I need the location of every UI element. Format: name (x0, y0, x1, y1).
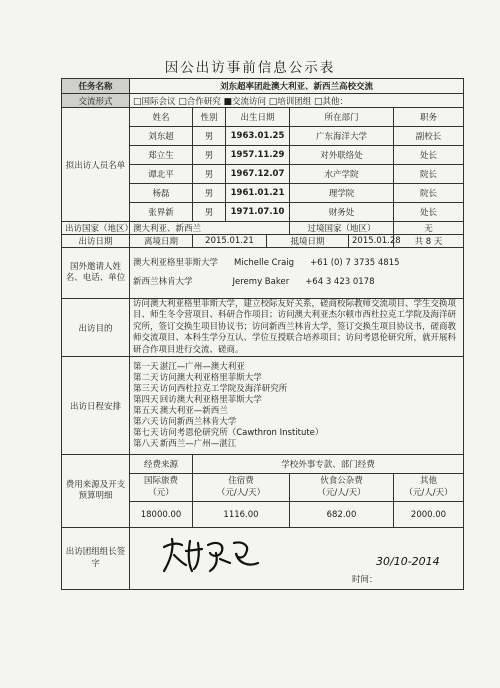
dates-label: 出访日期 (62, 235, 130, 248)
member-title: 院长 (394, 184, 464, 203)
list-item: 第五天 澳大利亚—新西兰 (133, 405, 228, 416)
handwritten-date (374, 551, 454, 585)
member-name: 谭北平 (130, 165, 193, 184)
exchange-form-options (130, 94, 464, 108)
member-title: 处长 (394, 146, 464, 165)
budget-intl-travel-label: 国际旅费 （元） (130, 474, 193, 502)
checkbox-joint-research[interactable]: □合作研究 (178, 96, 221, 107)
exchange-form-row (62, 94, 464, 108)
member-birth: 1971.07.10 (226, 203, 290, 222)
member-name: 郑立生 (130, 146, 193, 165)
invitees-label: 国外邀请人姓名、电话、单位 (62, 248, 130, 299)
signature-row (62, 528, 464, 590)
itinerary-label: 出访日程安排 (62, 357, 130, 455)
invitees-list (130, 248, 464, 299)
member-gender: 男 (193, 127, 226, 146)
total-days: 共 8 天 (394, 235, 464, 248)
members-header-row (62, 108, 464, 127)
list-item: 第四天 回访澳大利亚格里菲斯大学 (133, 394, 262, 405)
budget-source-value: 学校外事专款、部门经费 (193, 455, 464, 474)
budget-source-label: 经费来源 (130, 455, 193, 474)
itinerary-row (62, 357, 464, 455)
members-header-dept: 所在部门 (290, 108, 394, 127)
member-gender: 男 (193, 203, 226, 222)
list-item: 澳大利亚格里菲斯大学 Michelle Craig +61 (0) 7 3735 4815 (133, 257, 400, 268)
checkbox-training-group[interactable]: □培训团组 (268, 96, 312, 107)
dates-row (62, 235, 464, 248)
list-item: 第七天 访问考恩伦研究所（Cawthron Institute） (133, 427, 324, 438)
member-dept: 财务处 (290, 203, 394, 222)
member-dept: 广东海洋大学 (290, 127, 394, 146)
member-dept: 水产学院 (290, 165, 394, 184)
list-item: 第二天 访问澳大利亚格里菲斯大学 (133, 372, 262, 383)
list-item: 第一天 湛江—广州—澳大利亚 (133, 361, 245, 372)
member-title: 院长 (394, 165, 464, 184)
member-gender: 男 (193, 146, 226, 165)
handwritten-date-text: 30/10-2014 (376, 554, 440, 568)
list-item: 第六天 访问新西兰林肯大学 (133, 416, 237, 427)
member-gender: 男 (193, 184, 226, 203)
member-name: 杨磊 (130, 184, 193, 203)
member-title: 副校长 (394, 127, 464, 146)
budget-lodging-value: 1116.00 (193, 502, 290, 528)
list-item: 第八天 新西兰—广州—湛江 (133, 438, 237, 449)
itinerary-list (130, 357, 464, 455)
leave-label: 离境日期 (130, 235, 193, 248)
checkbox-international-conference[interactable]: □国际会议 (133, 96, 176, 107)
member-name: 张界新 (130, 203, 193, 222)
budget-label: 费用来源及开支预算明细 (62, 455, 130, 528)
task-name-label: 任务名称 (62, 79, 130, 94)
purpose-label: 出访目的 (62, 299, 130, 357)
members-header-birth: 出生日期 (226, 108, 290, 127)
purpose-row (62, 299, 464, 357)
arrive-value: 2015.01.28 (349, 235, 394, 248)
budget-other-label: 其他 （元/人/天） (394, 474, 464, 502)
member-gender: 男 (193, 165, 226, 184)
member-birth: 1963.01.25 (226, 127, 290, 146)
transit-label: 过境国家（地区） (290, 222, 394, 235)
member-title: 处长 (394, 203, 464, 222)
countries-label: 出访国家（地区） (62, 222, 130, 235)
budget-intl-travel-value: 18000.00 (130, 502, 193, 528)
list-item: 新西兰林肯大学 Jeremy Baker +64 3 423 0178 (133, 277, 375, 287)
budget-lodging-label: 住宿费 （元/人/天） (193, 474, 290, 502)
countries-value: 澳大利亚、新西兰 (130, 222, 290, 235)
members-header-gender: 性别 (193, 108, 226, 127)
task-name-row (62, 79, 464, 94)
budget-meals-label: 伙食公杂费 （元/人/天） (290, 474, 394, 502)
list-item: 第三天 访问西杜拉克工学院及海洋研究所 (133, 383, 288, 394)
leader-sign-label: 出访团组组长签字 (62, 528, 130, 590)
member-name: 刘东超 (130, 127, 193, 146)
member-birth: 1961.01.21 (226, 184, 290, 203)
budget-other-value: 2000.00 (394, 502, 464, 528)
arrive-label: 抵境日期 (267, 235, 349, 248)
budget-meals-value: 682.00 (290, 502, 394, 528)
budget-source-row (62, 455, 464, 474)
exchange-form-label: 交流形式 (62, 94, 130, 108)
member-birth: 1957.11.29 (226, 146, 290, 165)
signature-cell (130, 528, 464, 590)
purpose-text: 访问澳大利亚格里菲斯大学，建立校际友好关系，磋商校际教师交流项目、学生交换项目、师生冬令营项目、科研合作项目；访问澳大利亚杰尔顿市西杜拉克工学院及海洋研究所，签订交换生项目协议书；访问新西兰林肯大学，签订交换生项目协议书，磋商教师交流项目、本科生学分互认、学位互授联合培养项目；访问考恩伦研究所，就开展科研合作项目进行交流、磋商。 (130, 299, 464, 357)
members-label: 拟出访人员名单 (62, 108, 130, 222)
leave-value: 2015.01.21 (193, 235, 267, 248)
invitees-row (62, 248, 464, 299)
members-header-name: 姓名 (130, 108, 193, 127)
task-name-value: 刘东超率团赴澳大利亚、新西兰高校交流 (130, 79, 464, 94)
members-header-title: 职务 (394, 108, 464, 127)
member-birth: 1967.12.07 (226, 165, 290, 184)
document-title: 因公出访事前信息公示表 (164, 60, 336, 76)
checkbox-exchange-visit[interactable]: ■交流访问 (223, 96, 266, 107)
transit-value: 无 (394, 222, 464, 235)
disclosure-form (61, 78, 464, 590)
signature-time-label: 时间： (352, 574, 378, 585)
checkbox-other[interactable]: □其他： (313, 96, 348, 107)
countries-row (62, 222, 464, 235)
member-dept: 对外联络处 (290, 146, 394, 165)
handwritten-signature (158, 533, 268, 575)
member-dept: 理学院 (290, 184, 394, 203)
